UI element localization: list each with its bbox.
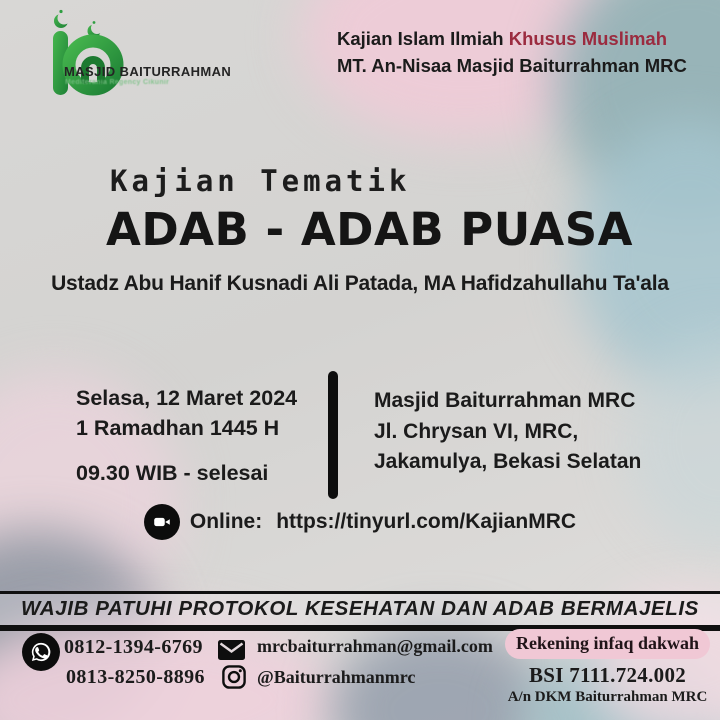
event-title: ADAB - ADAB PUASA: [106, 203, 633, 256]
masjid-baiturrahman-logo-icon: [30, 8, 150, 104]
event-date: Selasa, 12 Maret 2024: [76, 386, 298, 410]
whatsapp-icon: [22, 633, 60, 671]
venue-address-2: Jakamulya, Bekasi Selatan: [374, 450, 642, 473]
venue-address-1: Jl. Chrysan VI, MRC,: [374, 419, 579, 443]
tagline-line2: MT. An-Nisaa Masjid Baiturrahman MRC: [337, 55, 687, 76]
video-camera-icon: [144, 504, 180, 540]
venue-name: Masjid Baiturrahman MRC: [374, 389, 636, 412]
logo-title: MASJID BAITURRAHMAN: [64, 64, 232, 79]
event-time: 09.30 WIB - selesai: [76, 461, 269, 485]
tagline-line1: [337, 25, 687, 52]
protocol-banner: WAJIB PATUHI PROTOKOL KESEHATAN DAN ADAB BERMAJELIS: [0, 591, 720, 631]
whatsapp-number-1: 0812-1394-6769: [64, 636, 203, 658]
donation-account-holder: A/n DKM Baiturrahman MRC: [507, 689, 708, 705]
donation-label-badge: Rekening infaq dakwah: [505, 629, 710, 659]
logo-subtitle: Mediterania Regency Cikunir: [65, 79, 170, 86]
schedule-block: [76, 383, 297, 488]
instagram-handle: @Baiturrahmanmrc: [257, 667, 416, 687]
whatsapp-number-2: 0813-8250-8896: [66, 666, 205, 688]
venue-block: [374, 386, 641, 478]
envelope-icon: [218, 640, 245, 665]
tagline-red: Khusus Muslimah: [508, 28, 668, 49]
email-address: mrcbaiturrahman@gmail.com: [257, 636, 493, 656]
event-kicker: Kajian Tematik: [110, 164, 411, 198]
header-tagline: [337, 25, 687, 79]
online-url: https://tinyurl.com/KajianMRC: [276, 510, 577, 533]
event-hijri-date: 1 Ramadhan 1445 H: [76, 416, 280, 440]
speaker-name: Ustadz Abu Hanif Kusnadi Ali Patada, MA Hafidzahullahu Ta'ala: [51, 272, 669, 295]
vertical-divider: [328, 371, 338, 499]
online-row: [0, 504, 720, 540]
donation-account-number: BSI 7111.724.002: [528, 663, 687, 687]
instagram-icon: [221, 664, 247, 695]
tagline-black: Kajian Islam Ilmiah: [337, 28, 504, 49]
online-label: Online:: [189, 510, 263, 533]
